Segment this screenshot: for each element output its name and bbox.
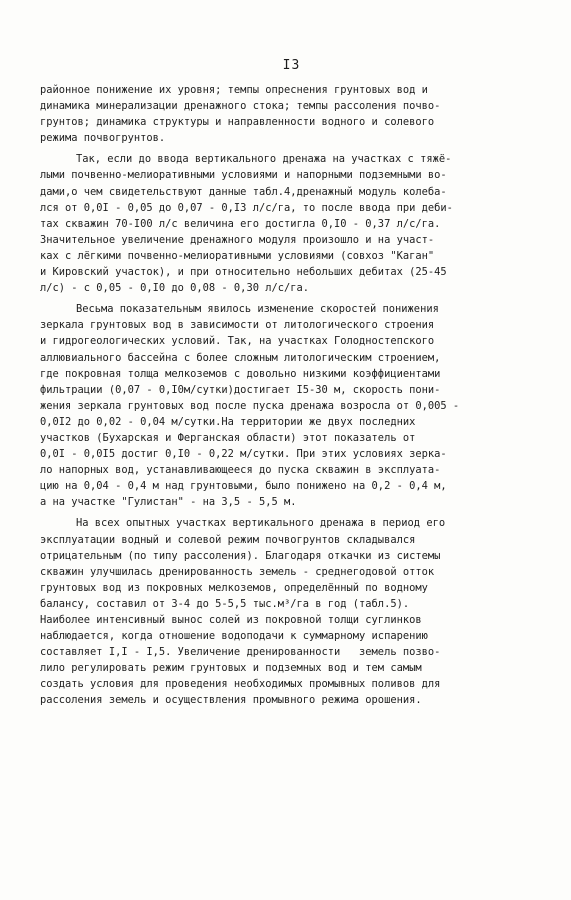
text-line: грунтовых вод из покровных мелкоземов, определённый по водному	[40, 581, 428, 594]
text-line: скважин улучшилась дренированность земель - среднегодовой отток	[40, 565, 435, 578]
text-line: ло напорных вод, устанавливающееся до пуска скважин в эксплуата-	[40, 464, 441, 477]
paragraph-1	[40, 82, 535, 146]
text-line: и гидрогеологических условий. Так, на участках Голодностепского	[40, 335, 435, 348]
text-line: эксплуатации водный и солевой режим почвогрунтов складывался	[40, 533, 416, 546]
text-line: Наиболее интенсивный вынос солей из покровной толщи суглинков	[40, 614, 422, 626]
text-line: составляет I,I - I,5. Увеличение дренированности земель позво-	[40, 646, 441, 659]
text-line: и Кировский участок), и при относительно небольших дебитах (25-45	[40, 266, 447, 279]
text-line: жения зеркала грунтовых вод после пуска дренажа возросла от 0,005 -	[40, 399, 460, 412]
text-line: ках с лёгкими почвенно-мелиоративными условиями (совхоз "Каган"	[40, 249, 435, 262]
text-line: лило регулировать режим грунтовых и подземных вод и тем самым	[40, 662, 422, 675]
text-line: лыми почвенно-мелиоративными условиями и напорными подземными во-	[40, 169, 447, 182]
body-text	[40, 82, 535, 709]
text-line: фильтрации (0,07 - 0,I0м/сутки)достигает I5-30 м, скорость пони-	[40, 383, 441, 396]
text-line: наблюдается, когда отношение водоподачи к суммарному испарению	[40, 630, 428, 643]
text-line: отрицательным (по типу рассоления). Благодаря откачки из системы	[40, 549, 441, 562]
text-line: Весьма показательным явилось изменение скоростей понижения	[76, 303, 439, 316]
text-line: режима почвогрунтов.	[40, 132, 166, 145]
text-line: л/с) - с 0,05 - 0,I0 до 0,08 - 0,30 л/с/га.	[40, 282, 309, 295]
text-line: дами,о чем свидетельствуют данные табл.4,дренажный модуль колеба-	[40, 185, 447, 198]
text-line: создать условия для проведения необходимых промывных поливов для	[40, 678, 441, 691]
text-line: районное понижение их уровня; темпы опреснения грунтовых вод и	[40, 84, 428, 96]
text-line: где покровная толща мелкоземов с довольно низкими коэффициентами	[40, 367, 441, 380]
text-line: балансу, составил от 3-4 до 5-5,5 тыс.м³/га в год (табл.5).	[40, 597, 410, 610]
text-line: 0,0I - 0,0I5 достиг 0,I0 - 0,22 м/сутки. При этих условиях зерка-	[40, 448, 447, 461]
text-line: рассоления земель и осуществления промывного режима орошения.	[40, 694, 422, 707]
text-line: Так, если до ввода вертикального дренажа на участках с тяжё-	[76, 153, 452, 166]
text-line: а на участке "Гулистан" - на 3,5 - 5,5 м.	[40, 496, 297, 509]
text-line: На всех опытных участках вертикального дренажа в период его	[76, 517, 446, 530]
text-line: грунтов; динамика структуры и направленности водного и солевого	[40, 116, 435, 129]
text-line: 0,0I2 до 0,02 - 0,04 м/сутки.На территории же двух последних	[40, 415, 416, 428]
text-line: цию на 0,04 - 0,4 м над грунтовыми, было понижено на 0,2 - 0,4 м,	[40, 480, 447, 493]
page-number: I3	[282, 58, 301, 73]
text-line: зеркала грунтовых вод в зависимости от литологического строения	[40, 319, 435, 332]
paragraph-2	[40, 151, 535, 296]
text-line: аллювиального бассейна с более сложным литологическим строением,	[40, 351, 441, 364]
text-line: Значительное увеличение дренажного модуля произошло и на участ-	[40, 233, 435, 246]
text-line: динамика минерализации дренажного стока; темпы рассоления почво-	[40, 100, 441, 113]
paragraph-4	[40, 515, 535, 708]
text-line: лся от 0,0I - 0,05 до 0,07 - 0,I3 л/с/га, то после ввода при деби-	[40, 201, 453, 214]
text-line: участков (Бухарская и Ферганская области) этот показатель от	[40, 431, 416, 444]
paragraph-3	[40, 301, 535, 510]
text-line: тах скважин 70-I00 л/с величина его достигла 0,I0 - 0,37 л/с/га.	[40, 217, 441, 230]
